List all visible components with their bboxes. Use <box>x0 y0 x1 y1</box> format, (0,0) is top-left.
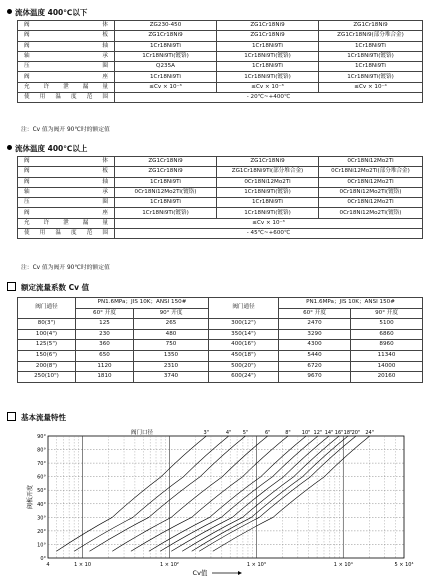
y-tick-label: 10° <box>37 542 46 549</box>
cv-cell: 100(4") <box>18 329 76 340</box>
cv-cell: 150(6") <box>18 350 76 361</box>
series-curve <box>90 436 246 551</box>
series-label: 12" <box>313 430 323 436</box>
material-cell: 0Cr18Ni12Mo2Ti <box>319 198 423 208</box>
row-label: 阀轴 <box>18 41 115 51</box>
material-cell: ≤Cv × 10⁻³ <box>217 82 319 92</box>
y-tick-label: 30° <box>37 515 46 522</box>
section1-title-text: 流体温度 400℃以下 <box>15 8 88 17</box>
material-cell: 1Cr18Ni9Ti <box>217 198 319 208</box>
row-label: 阀座 <box>18 208 115 218</box>
arrow-right-icon <box>238 571 242 575</box>
material-cell: 1Cr18Ni9Ti(镀铬) <box>319 51 423 61</box>
cv-cell: 500(20") <box>209 361 279 372</box>
series-curve <box>56 436 206 551</box>
section3-title-text: 额定流量系数 Cv 值 <box>21 283 90 292</box>
cv-cell: 3740 <box>134 372 209 383</box>
cv-cell: 2470 <box>279 319 351 330</box>
section4-title-text: 基本流量特性 <box>21 413 66 422</box>
row-label: 阀体 <box>18 157 115 167</box>
temperature-range-value: - 45℃~+600℃ <box>115 229 423 239</box>
cv-cell: 14000 <box>351 361 423 372</box>
x-tick-label: 1 × 10³ <box>246 562 266 568</box>
x-tick-label: 1 × 10⁴ <box>333 562 353 568</box>
row-label: 允许泄漏量 <box>18 218 115 228</box>
cv-cell: 400(16") <box>209 340 279 351</box>
section2-note: 注：Cv 值为阀开 90℃时的额定值 <box>21 265 110 271</box>
series-label: 5" <box>242 430 249 436</box>
cv-cell: 650 <box>76 350 134 361</box>
series-curve <box>131 436 288 551</box>
x-tick-label: 1 × 10 <box>74 562 92 568</box>
row-label: 允许泄漏量 <box>18 82 115 92</box>
material-cell: ZG1Cr18Ni9 <box>115 31 217 41</box>
cv-cell: 1120 <box>76 361 134 372</box>
row-label: 阀板 <box>18 31 115 41</box>
row-label: 阀板 <box>18 167 115 177</box>
material-cell: ZG1Cr18Ni9 <box>217 21 319 31</box>
temperature-range-value: - 20℃~+400℃ <box>115 93 423 103</box>
cv-cell: 265 <box>134 319 209 330</box>
material-cell: ZG1Cr18Ni9 <box>319 21 423 31</box>
section2-title-text: 流体温度 400℃以上 <box>15 144 88 153</box>
row-label: 压圈 <box>18 62 115 72</box>
material-cell: ≤Cv × 10⁻³ <box>115 82 217 92</box>
cv-cell: 350(14") <box>209 329 279 340</box>
material-cell: 1Cr18Ni9Ti <box>115 177 217 187</box>
material-cell: ZG1Cr18Ni9(部分堆合金) <box>319 31 423 41</box>
cv-cell: 1350 <box>134 350 209 361</box>
row-label: 使用温度范围 <box>18 93 115 103</box>
material-cell: 1Cr18Ni9Ti <box>115 72 217 82</box>
material-cell: ZG230-450 <box>115 21 217 31</box>
material-cell: 0Cr18Ni12Mo2Ti <box>319 157 423 167</box>
material-cell: 1Cr18Ni9Ti <box>115 198 217 208</box>
series-label: 18" <box>343 430 353 436</box>
cv-cell: 80(3") <box>18 319 76 330</box>
y-tick-label: 70° <box>37 461 46 468</box>
cv-cell: 6860 <box>351 329 423 340</box>
cv-cell: 450(18") <box>209 350 279 361</box>
x-tick-label: 1 × 10² <box>160 562 179 568</box>
series-label: 14" <box>324 430 334 436</box>
cv-cell: 480 <box>134 329 209 340</box>
y-tick-label: 60° <box>37 474 46 481</box>
cv-cell: 125(5") <box>18 340 76 351</box>
cv-cell: 200(8") <box>18 361 76 372</box>
cv-cell: 8960 <box>351 340 423 351</box>
row-label: 轴承 <box>18 187 115 197</box>
cv-cell: 125 <box>76 319 134 330</box>
x-tick-label: 4 <box>46 562 50 568</box>
x-tick-label: 5 × 10⁴ <box>394 562 414 568</box>
plot-frame <box>48 436 404 558</box>
x-axis-label: Cv值 <box>192 569 208 577</box>
series-curve <box>192 436 348 551</box>
cv-cell: 1810 <box>76 372 134 383</box>
material-cell: ZG1Cr18Ni9 <box>115 157 217 167</box>
opening-60-header: 60° 开度 <box>76 308 134 319</box>
material-cell: ZG1Cr18Ni9 <box>217 157 319 167</box>
series-label: 24" <box>365 430 375 436</box>
material-cell: 1Cr18Ni9Ti(镀铬) <box>217 51 319 61</box>
material-cell: 0Cr18Ni12Mo2Ti(镀铬) <box>319 208 423 218</box>
opening-90-header: 90° 开度 <box>134 308 209 319</box>
series-curve <box>213 436 370 551</box>
cv-cell: 4300 <box>279 340 351 351</box>
material-cell: 1Cr18Ni9Ti(镀铬) <box>115 208 217 218</box>
series-label: 20" <box>351 430 361 436</box>
cv-cell: 9670 <box>279 372 351 383</box>
material-cell: 0Cr18Ni12Mo2Ti(镀铬) <box>319 187 423 197</box>
cv-cell: 5100 <box>351 319 423 330</box>
cv-cell: 6720 <box>279 361 351 372</box>
row-label: 轴承 <box>18 51 115 61</box>
leakage-value: ≤Cv × 10⁻³ <box>115 218 423 228</box>
material-cell: ZG1Cr18Ni9 <box>115 167 217 177</box>
cv-cell: 230 <box>76 329 134 340</box>
size-header: 阀门通径 <box>18 298 76 319</box>
cv-cell: 250(10") <box>18 372 76 383</box>
material-cell: 1Cr18Ni9Ti(镀铬) <box>115 51 217 61</box>
row-label: 压圈 <box>18 198 115 208</box>
cv-cell: 750 <box>134 340 209 351</box>
cv-cell: 2310 <box>134 361 209 372</box>
series-label: 3" <box>203 430 209 436</box>
cv-cell: 360 <box>76 340 134 351</box>
y-tick-label: 50° <box>37 488 46 495</box>
series-curve <box>160 436 318 551</box>
series-label: 16" <box>334 430 344 436</box>
cv-cell: 11340 <box>351 350 423 361</box>
material-cell: 1Cr18Ni9Ti <box>217 41 319 51</box>
row-label: 阀轴 <box>18 177 115 187</box>
material-cell: Q235A <box>115 62 217 72</box>
material-cell: 0Cr18Ni12Mo2Ti <box>217 177 319 187</box>
y-tick-label: 0° <box>40 556 46 562</box>
material-cell: 1Cr18Ni9Ti(镀铬) <box>217 187 319 197</box>
material-cell: ≤Cv × 10⁻⁴ <box>319 82 423 92</box>
series-label: 8" <box>285 430 291 436</box>
section1-note: 注：Cv 值为阀开 90℃时的额定值 <box>21 127 110 133</box>
material-cell: 0Cr18Ni12Mo2Ti <box>319 177 423 187</box>
row-label: 阀体 <box>18 21 115 31</box>
series-label: 10" <box>301 430 311 436</box>
valve-size-label: 阀门口径 <box>130 430 154 436</box>
series-label: 4" <box>225 430 232 436</box>
row-label: 使用温度范围 <box>18 229 115 239</box>
opening-90-header: 90° 开度 <box>351 308 423 319</box>
y-axis-label: 阀板开度 <box>27 484 34 510</box>
series-curve <box>199 436 356 551</box>
material-cell: 1Cr18Ni9Ti(镀铬) <box>319 72 423 82</box>
cv-cell: 600(24") <box>209 372 279 383</box>
material-cell: 0Cr18Ni12Mo2Ti(部分堆合金) <box>319 167 423 177</box>
std-header: PN1.6MPa；JIS 10K；ANSI 150# <box>279 298 423 309</box>
material-cell: 0Cr18Ni12Mo2Ti(镀铬) <box>115 187 217 197</box>
row-label: 阀座 <box>18 72 115 82</box>
material-cell: 1Cr18Ni9Ti <box>115 41 217 51</box>
material-cell: ZG1Cr18Ni9 <box>217 31 319 41</box>
material-cell: ZG1Cr18Ni9Ti(部分堆合金) <box>217 167 319 177</box>
cv-cell: 300(12") <box>209 319 279 330</box>
y-tick-label: 40° <box>37 501 46 508</box>
material-cell: 1Cr18Ni9Ti <box>319 41 423 51</box>
material-cell: 1Cr18Ni9Ti <box>319 62 423 72</box>
opening-60-header: 60° 开度 <box>279 308 351 319</box>
material-cell: 1Cr18Ni9Ti <box>217 62 319 72</box>
y-tick-label: 20° <box>37 528 46 535</box>
y-tick-label: 90° <box>37 434 46 440</box>
series-curve <box>74 436 229 551</box>
cv-cell: 3290 <box>279 329 351 340</box>
y-tick-label: 80° <box>37 447 46 454</box>
material-cell: 1Cr18Ni9Ti(镀铬) <box>217 72 319 82</box>
size-header: 阀门通径 <box>209 298 279 319</box>
cv-cell: 5440 <box>279 350 351 361</box>
series-label: 6" <box>264 430 271 436</box>
cv-cell: 20160 <box>351 372 423 383</box>
material-cell: 1Cr18Ni9Ti(镀铬) <box>217 208 319 218</box>
std-header: PN1.6MPa；JIS 10K；ANSI 150# <box>76 298 209 309</box>
